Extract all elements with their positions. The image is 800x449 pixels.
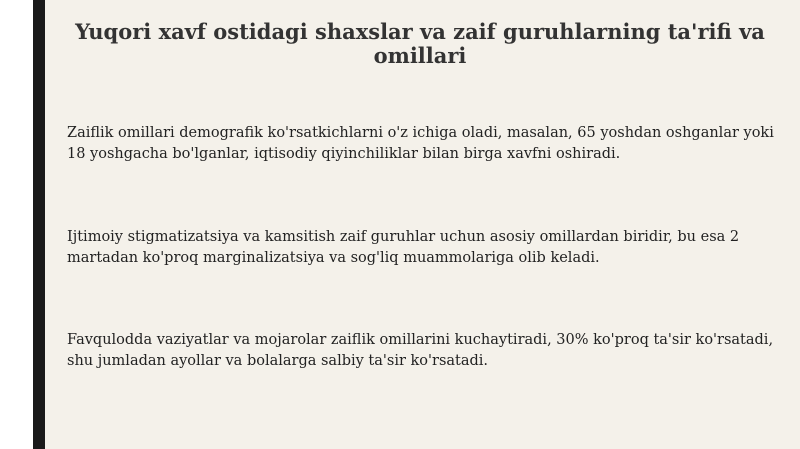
- paragraph-2: Ijtimoiy stigmatizatsiya va kamsitish zaif guruhlar uchun asosiy omillardan biridir, bu esa 2 martadan ko'proq marginalizatsiya va sog'liq muammolariga olib keladi.: [67, 229, 740, 266]
- left-margin: [0, 0, 33, 449]
- slide-title: Yuqori xavf ostidagi shaxslar va zaif guruhlarning ta'rifi va omillari: [75, 19, 765, 68]
- accent-bar: [33, 0, 45, 449]
- paragraph-3: Favqulodda vaziyatlar va mojarolar zaiflik omillarini kuchaytiradi, 30% ko'proq ta'sir ko'rsatadi, shu jumladan ayollar va bolalarga salbiy ta'sir ko'rsatadi.: [67, 332, 774, 369]
- paragraph-1: Zaiflik omillari demografik ko'rsatkichlarni o'z ichiga oladi, masalan, 65 yoshdan oshganlar yoki 18 yoshgacha bo'lganlar, iqtisodiy qiyinchiliklar bilan birga xavfni oshiradi.: [67, 125, 774, 162]
